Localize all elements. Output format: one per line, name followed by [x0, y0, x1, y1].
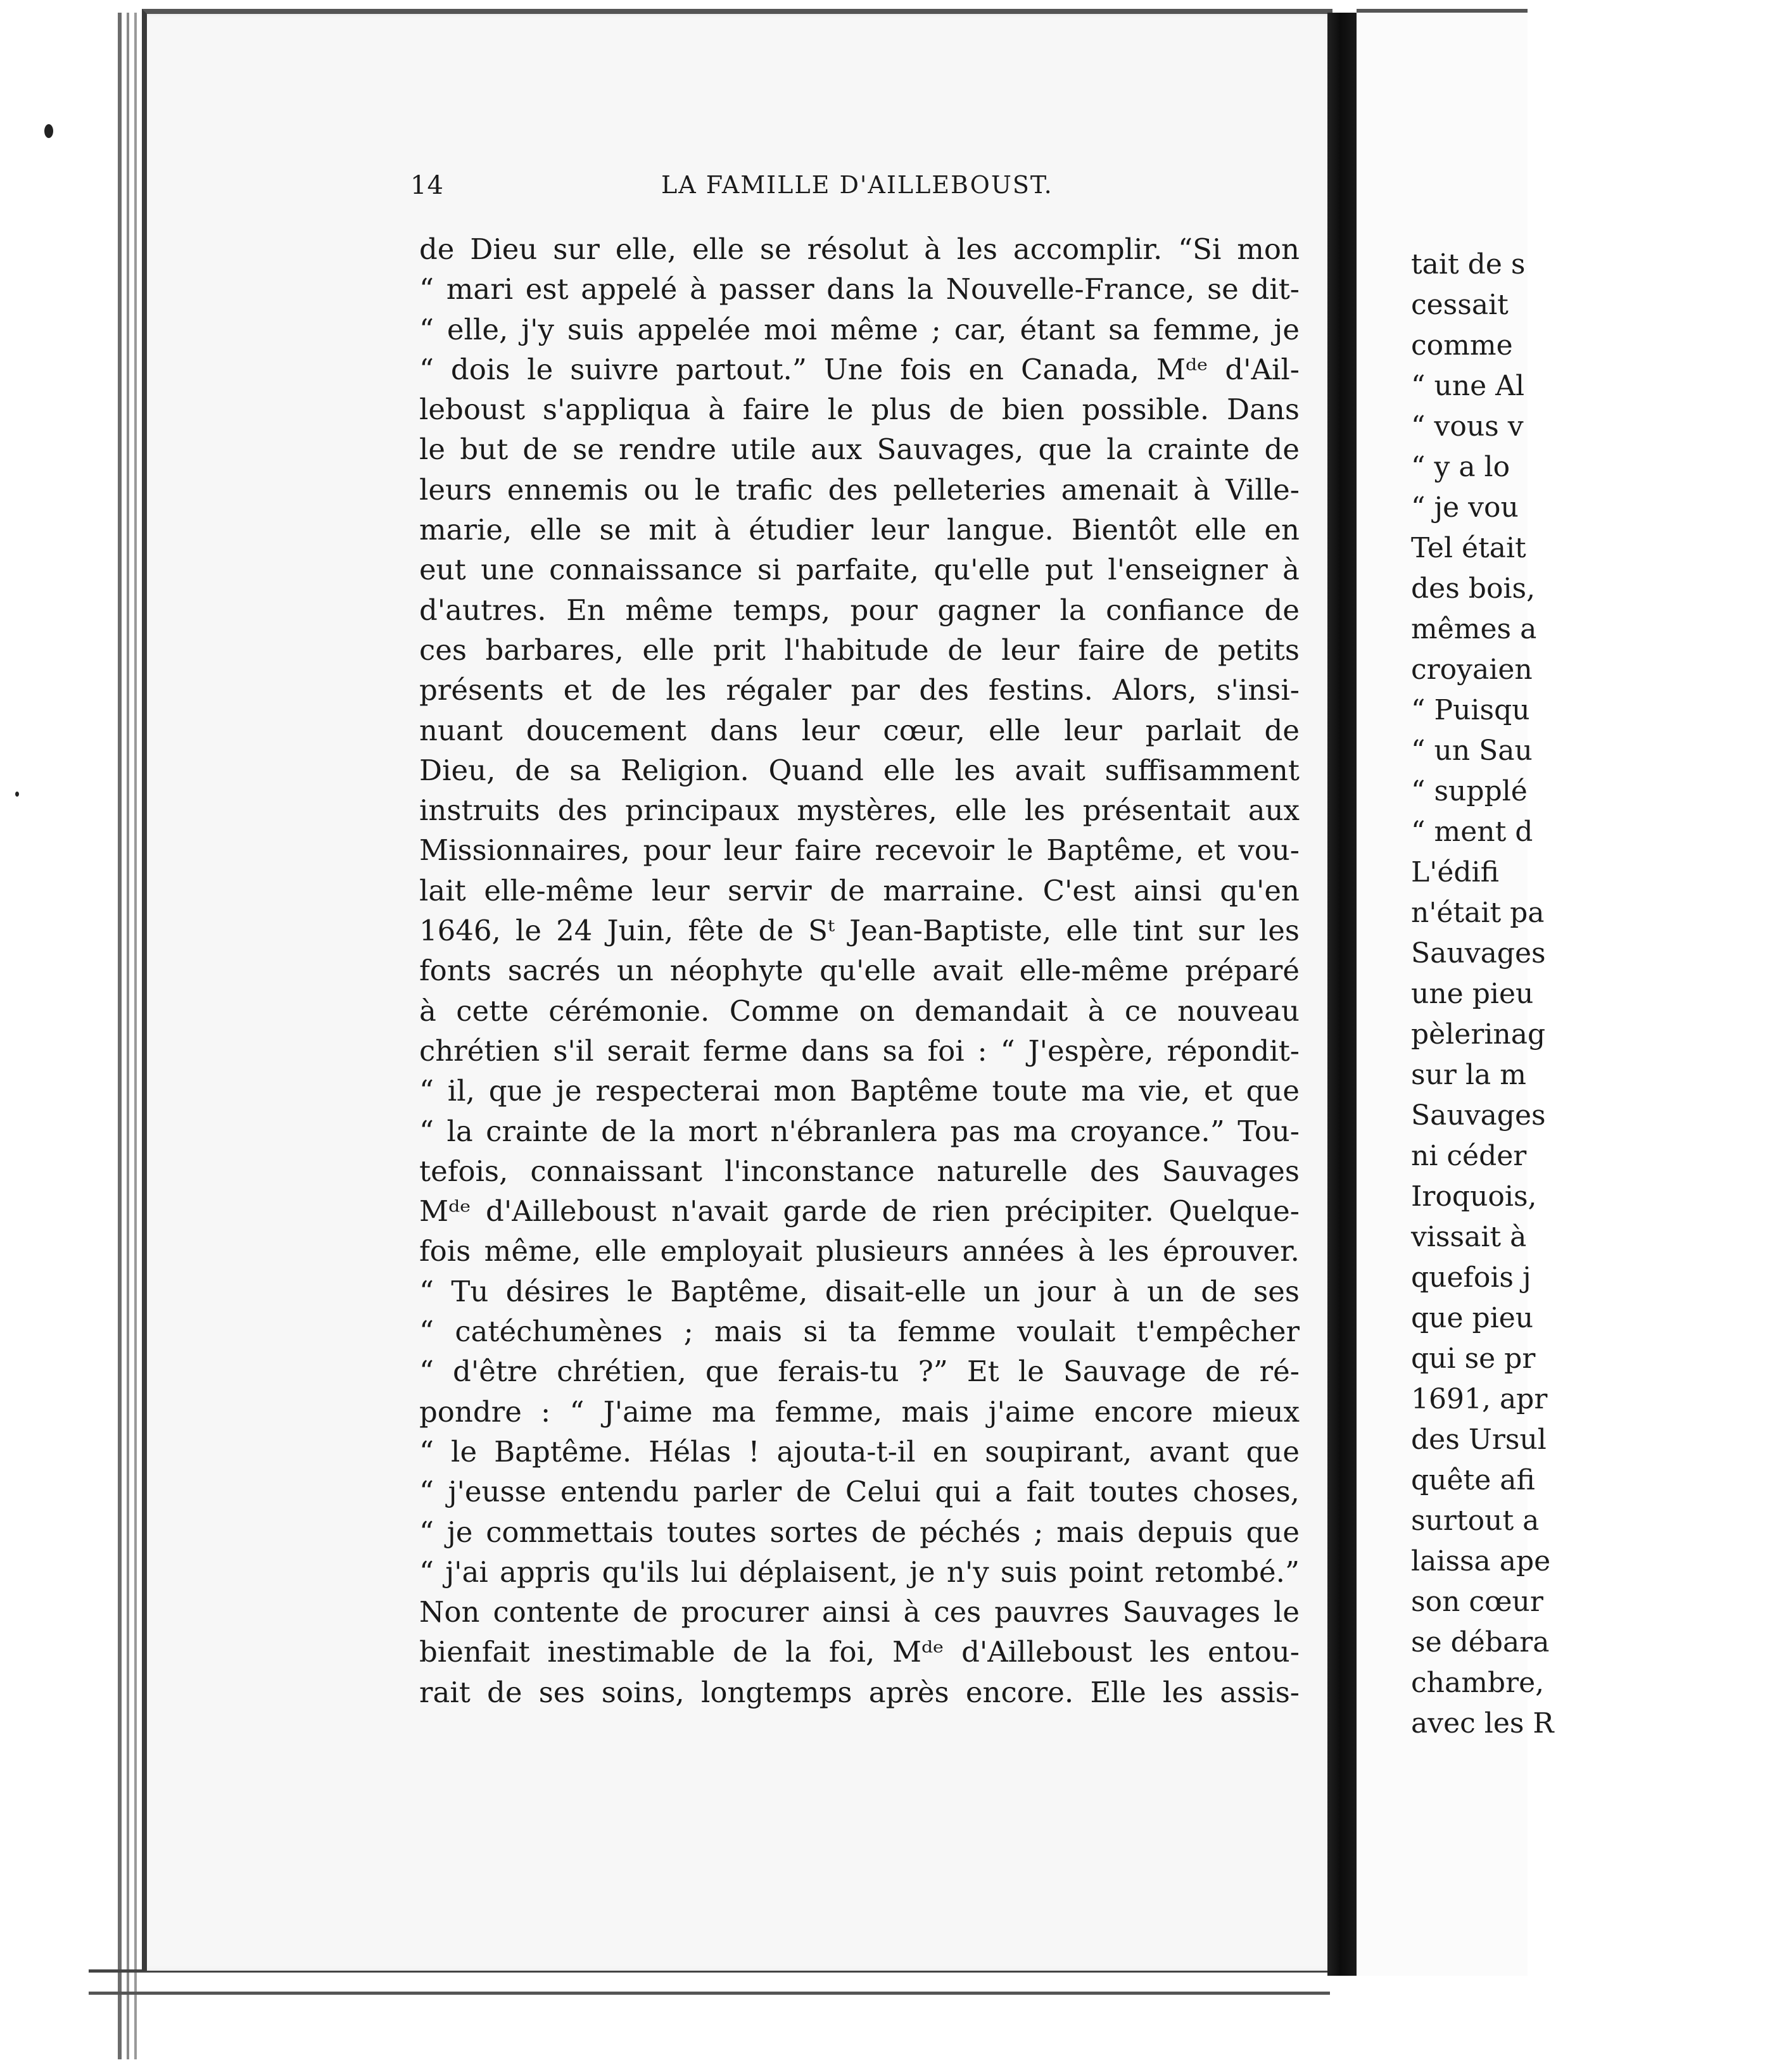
text-line: “ vous v: [1411, 410, 1524, 443]
text-line: croyaien: [1411, 654, 1533, 686]
text-line: quête afi: [1411, 1464, 1535, 1496]
text-line: “ ment d: [1411, 816, 1533, 848]
text-line: avec les R: [1411, 1707, 1554, 1740]
text-line: “ catéchumènes ; mais si ta femme voulait t'empêcher: [419, 1315, 1300, 1349]
text-line: ces barbares, elle prit l'habitude de leur faire de petits: [419, 633, 1300, 667]
text-line: L'édifi: [1411, 856, 1499, 888]
text-line: “ y a lo: [1411, 451, 1510, 483]
text-line: “ j'ai appris qu'ils lui déplaisent, je n'y suis point retombé.”: [419, 1555, 1300, 1589]
text-line: des Ursul: [1411, 1424, 1547, 1456]
text-line: “ d'être chrétien, que ferais-tu ?” Et le Sauvage de ré-: [419, 1355, 1300, 1389]
text-line: rait de ses soins, longtemps après encore. Elle les assis-: [419, 1675, 1300, 1709]
text-line: instruits des principaux mystères, elle les présentait aux: [419, 793, 1300, 828]
text-line: “ il, que je respecterai mon Baptême toute ma vie, et que: [419, 1074, 1300, 1108]
text-line: “ je commettais toutes sortes de péchés ; mais depuis que: [419, 1515, 1300, 1549]
text-line: de Dieu sur elle, elle se résolut à les accomplir. “Si mon: [419, 232, 1300, 266]
text-line: Non contente de procurer ainsi à ces pauvres Sauvages le: [419, 1595, 1300, 1629]
text-line: lait elle-même leur servir de marraine. C'est ainsi qu'en: [419, 873, 1300, 907]
text-line: quefois j: [1411, 1261, 1531, 1294]
text-line: son cœur: [1411, 1586, 1543, 1618]
text-line: mêmes a: [1411, 613, 1537, 645]
text-line: tefois, connaissant l'inconstance naturelle des Sauvages: [419, 1154, 1300, 1188]
text-line: “ une Al: [1411, 370, 1525, 402]
text-line: qui se pr: [1411, 1342, 1536, 1375]
text-line: tait de s: [1411, 248, 1526, 281]
text-line: “ le Baptême. Hélas ! ajouta-t-il en soupirant, avant que: [419, 1434, 1300, 1469]
text-line: Dieu, de sa Religion. Quand elle les avait suffisamment: [419, 753, 1300, 787]
text-line: surtout a: [1411, 1505, 1540, 1537]
text-line: à cette cérémonie. Comme on demandait à ce nouveau: [419, 994, 1300, 1028]
text-line: 1691, apr: [1411, 1383, 1548, 1415]
text-line: bienfait inestimable de la foi, Mᵈᵉ d'Ailleboust les entou-: [419, 1635, 1300, 1669]
text-line: leboust s'appliqua à faire le plus de bien possible. Dans: [419, 393, 1300, 427]
text-line: nuant doucement dans leur cœur, elle leur parlait de: [419, 713, 1300, 747]
text-line: Iroquois,: [1411, 1180, 1537, 1213]
text-line: pèlerinag: [1411, 1018, 1546, 1051]
text-line: “ Puisqu: [1411, 694, 1530, 726]
text-line: vissait à: [1411, 1221, 1527, 1253]
text-line: ni céder: [1411, 1140, 1527, 1172]
text-line: fonts sacrés un néophyte qu'elle avait elle-même préparé: [419, 954, 1300, 988]
text-line: “ supplé: [1411, 775, 1528, 807]
text-line: chambre,: [1411, 1667, 1545, 1699]
text-line: Missionnaires, pour leur faire recevoir le Baptême, et vou-: [419, 833, 1300, 868]
page-header: [410, 171, 1297, 209]
dust-speck: [44, 124, 53, 138]
text-line: leurs ennemis ou le trafic des pelleteries amenait à Ville-: [419, 472, 1300, 507]
right-page: [1357, 9, 1554, 1976]
text-line: Sauvages: [1411, 937, 1546, 970]
text-line: comme: [1411, 329, 1513, 362]
page-edge: [118, 13, 122, 2059]
text-line: d'autres. En même temps, pour gagner la confiance de: [419, 593, 1300, 627]
text-line: que pieu: [1411, 1302, 1534, 1334]
text-line: “ je vou: [1411, 491, 1519, 524]
text-line: n'était pa: [1411, 897, 1545, 929]
text-line: “ dois le suivre partout.” Une fois en Canada, Mᵈᵉ d'Ail-: [419, 352, 1300, 386]
text-line: se débara: [1411, 1626, 1550, 1658]
text-line: des bois,: [1411, 572, 1536, 605]
text-line: le but de se rendre utile aux Sauvages, que la crainte de: [419, 433, 1300, 467]
text-line: 1646, le 24 Juin, fête de Sᵗ Jean-Baptiste, elle tint sur les: [419, 914, 1300, 948]
text-line: chrétien s'il serait ferme dans sa foi : “ J'espère, répondit-: [419, 1033, 1300, 1068]
text-line: sur la m: [1411, 1059, 1526, 1091]
body-text: [419, 229, 1300, 1712]
running-title: LA FAMILLE D'AILLEBOUST.: [661, 171, 1053, 199]
page-stack-bottom: [89, 1969, 1330, 1995]
text-line: présents et de les régaler par des festins. Alors, s'insi-: [419, 673, 1300, 707]
text-line: “ un Sau: [1411, 735, 1533, 767]
right-page-text: [1411, 244, 1791, 1744]
text-line: eut une connaissance si parfaite, qu'elle put l'enseigner à: [419, 553, 1300, 587]
text-line: Tel était: [1411, 532, 1526, 564]
text-line: “ mari est appelé à passer dans la Nouvelle-France, se dit-: [419, 272, 1300, 306]
text-line: Mᵈᵉ d'Ailleboust n'avait garde de rien précipiter. Quelque-: [419, 1194, 1300, 1229]
book-gutter: [1327, 13, 1357, 1976]
text-line: fois même, elle employait plusieurs années à les éprouver.: [419, 1234, 1300, 1268]
text-line: Sauvages: [1411, 1099, 1546, 1132]
text-line: une pieu: [1411, 978, 1534, 1010]
text-line: laissa ape: [1411, 1545, 1551, 1577]
page-number: 14: [410, 171, 444, 200]
page-edge: [134, 13, 137, 2059]
text-line: “ la crainte de la mort n'ébranlera pas ma croyance.” Tou-: [419, 1114, 1300, 1148]
text-line: cessait: [1411, 289, 1509, 321]
dust-speck: [15, 792, 19, 797]
text-line: pondre : “ J'aime ma femme, mais j'aime encore mieux: [419, 1394, 1300, 1429]
text-line: “ elle, j'y suis appelée moi même ; car, étant sa femme, je: [419, 312, 1300, 346]
text-line: marie, elle se mit à étudier leur langue. Bientôt elle en: [419, 513, 1300, 547]
text-line: “ Tu désires le Baptême, disait-elle un jour à un de ses: [419, 1274, 1300, 1308]
page-edge: [127, 13, 129, 2059]
text-line: “ j'eusse entendu parler de Celui qui a fait toutes choses,: [419, 1475, 1300, 1509]
